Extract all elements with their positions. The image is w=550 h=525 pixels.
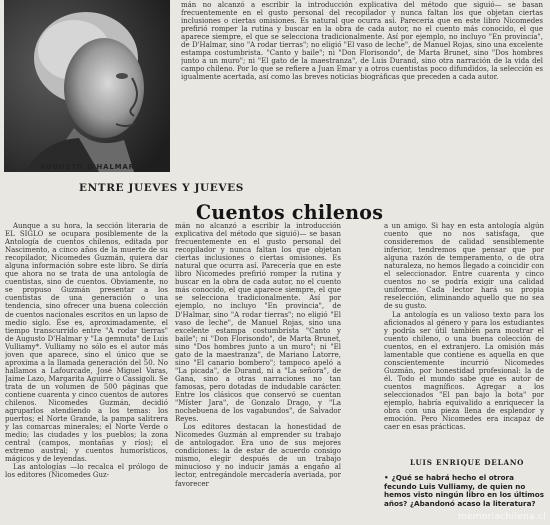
article-column-3 bbox=[384, 222, 544, 454]
author-photo bbox=[4, 0, 170, 172]
paragraph: Aunque a su hora, la sección literaria de EL SIGLO se ocupara posiblemente de la Antología de cuentos chilenos, editada por Nascimento, a cinco años de la muerte de su recopilador, Nicomedes Guzmán, quiera dar alguna información sobre este libro. Se diría que ahora no se trata de una antología de cuentistas, sino de cuentos. Obviamente, no se propuso Guzmán presentar a los cuentistas de una generación o una tendencia, sino ofrecer una buena colección de cuentos nacionales escritos en un lapso de medio siglo. Ése es, aproximadamente, el tiempo transcurrido entre "A rodar tierras" de Augusto D'Halmar y "La gemnuta" de Luis Vulliamy*. Vulliamy no sólo es el autor más joven que aparece, sino el único que se aproxima a la llamada generación del 50. No hallamos a Lafourcade, José Miguel Varas, Jaime Lazo, Margarita Aguirre o Cassigoli. Se trata de un volumen de 500 páginas que contiene cuarenta y cinco cuentos de autores chilenos. Nicomedes Guzmán, decidió agruparlos atendiendo a los temas: los puertos; el Norte Grande, la pampa salitrera y las comarcas minerales; el Norte Verde o medio; las ciudades y los pueblos; la zona central (campos, montañas y ríos); el extremo austral; y cuentos humorísticos, mágicos y de leyendas. bbox=[5, 222, 168, 464]
paragraph: La antología es un valioso texto para los aficionados al género y para los estudiantes y podría ser útil también para mostrar el cuento chileno, o una buena colección de cuentos, en el extranjero. La omisión más lamentable que contiene es aquella en que conscientemente incurrió Nicomedes Guzmán, por honestidad profesional: la de él. Todo el mundo sabe que es autor de cuentos magníficos. Agregar a los seleccionados "El pan bajo la bota" por ejemplo, habría equivalido a enriquecer la obra con una pieza llena de esplendor y emoción. Pero Nicomedes era incapaz de caer en esas prácticas. bbox=[384, 310, 544, 432]
paragraph: Los editores destacan la honestidad de Nicomedes Guzmán al emprender su trabajo de antologador. Era uno de sus mejores condiciones: la de estar de acuerdo consigo mismo, elegir después de un trabajo minucioso y no inducir jamás a engaño al lector, entregándole mercadería averiada, por favorecer bbox=[175, 423, 341, 488]
section-kicker: ENTRE JUEVES Y JUEVES bbox=[79, 182, 244, 194]
paragraph: mán no alcanzó a escribir la introducción explicativa del método que siguió)— se basan frecuentemente en el gusto personal del recopilador y nunca faltan los que objetan ciertas inclusiones o ciertas omisiones. Es natural que ocurra así. Parecería que en este libro Nicomedes prefirió romper la rutina y buscar en la obra de cada autor, no el cuento más conocido, el que aparece siempre, el que se selecciona tradicionalmente. Así por ejemplo, no incluyo "En provincia", de D'Halmar, sino "A rodar tierras"; no eligió "El vaso de leche", de Manuel Rojas, sino una excelente estampa costumbrista "Canto y baile"; ni "Don Florisondo", de Marta Brunet, sino "Dos hombres junto a un muro"; ni "El gato de la maestranza", de Mariano Latorre, sino "El canario bombero"; tampoco apeló a "La picada", de Durand, ni a "La señora", de Gana, sino a otras narraciones no tan famosas, pero dotadas de indudable carácter. Entre los clásicos que conservó se cuentan "Míster Jara", de Gonzalo Drago, y "La nochebuena de los vagabundos", de Salvador Reyes. bbox=[175, 222, 341, 424]
question-text: ¿Qué se habrá hecho el otrora fecundo Luis Vulliamy, de quien no hemos visto ningún libro en los últimos años? ¿Abandonó acaso la literatura? bbox=[384, 473, 544, 508]
footnote-question bbox=[384, 474, 544, 508]
author-byline: LUIS ENRIQUE DELANO bbox=[410, 458, 525, 467]
article-headline: Cuentos chilenos bbox=[196, 200, 384, 224]
bullet-icon: • bbox=[384, 473, 389, 482]
article-column-1 bbox=[5, 222, 168, 525]
paragraph: a un amigo. Si hay en esta antología algún cuento que no nos satisfaga, que consideremos de calidad sensiblemente inferior, tendremos que pensar que por alguna razón de temperamento, o de otra naturaleza, no hemos llegado a coincidir con el seleccionador. Entre cuarenta y cinco cuentos no se podría exigir una calidad uniforme. Cada lector hará su propia reselección, eliminando aquello que no sea de su gusto. bbox=[384, 222, 544, 311]
paragraph: Las antologías —lo recalca el prólogo de los editores (Nicomedes Guz- bbox=[5, 463, 168, 480]
portrait-image bbox=[4, 0, 170, 172]
intro-paragraph: mán no alcanzó a escribir la introducción explicativa del método que siguió— se basan frecuentemente en el gusto personal del recopilador y nunca faltan los que objetan ciertas inclusiones o ciertas omisiones. Es natural que ocurra así. Pareceria que en este libro Nicomedes prefirió romper la rutina y buscar en la obra de cada autor, no el cuento más conocido, el que aparece siempre, el que se selecciona tradicionalmente. Así por ejemplo, no incluyo "En provincia", de D'Halmar, sino "A rodar tierras"; no eligió "El vaso de leche", de Manuel Rojas, sino una excelente estampa costumbrista. "Canto y baile"; ni "Don Florisondo", de Marta Brunet, sino "Dos hombres junto a un muro"; ni "El gato de la maestranza", de Luis Durand, sino otra narración de la vida del campo chileno. Por lo que se refiere a Juan Emar y a otros cuentistas poco difundidos, la selección es igualmente acertada, así como las breves noticias biográficas que preceden a cada autor. bbox=[181, 1, 543, 82]
source-watermark[interactable]: memoriachilena.cl bbox=[457, 512, 546, 522]
photo-caption: AUGUSTO D'HALMAR bbox=[40, 163, 135, 171]
article-column-2 bbox=[175, 222, 341, 525]
intro-column bbox=[181, 1, 543, 176]
